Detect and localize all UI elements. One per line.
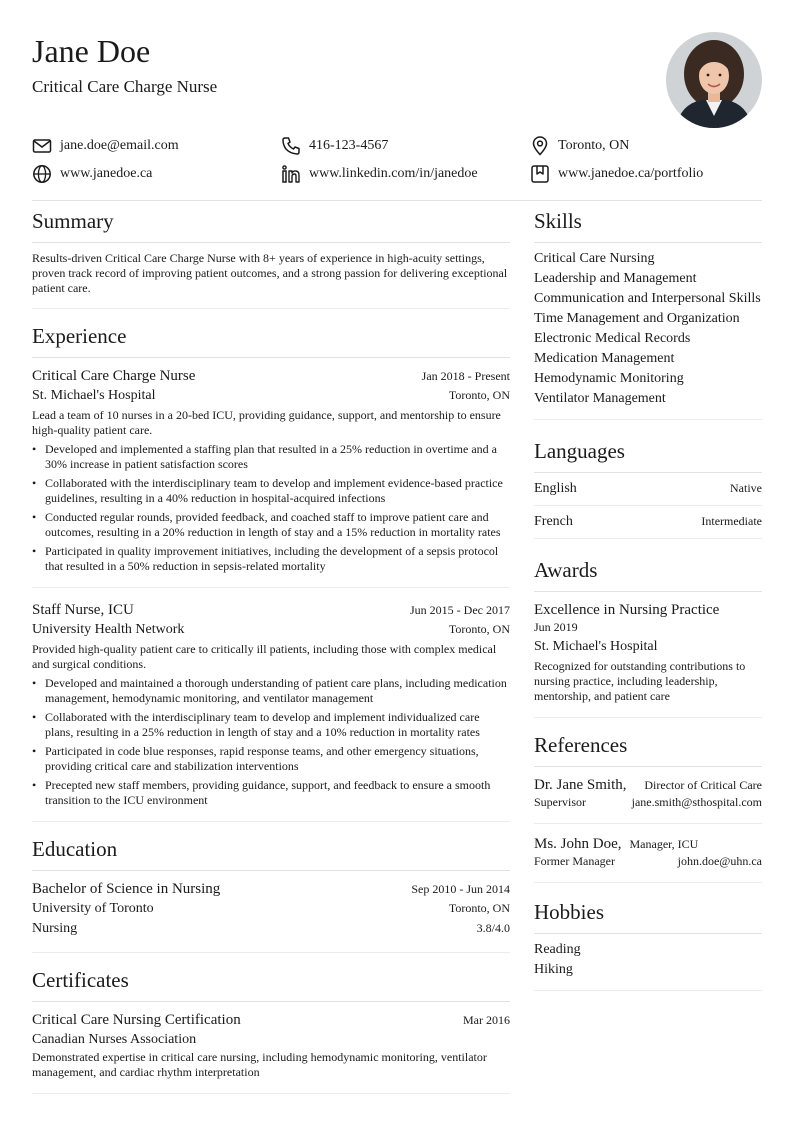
job-bullets <box>32 676 510 808</box>
education-heading: Education <box>32 828 510 871</box>
job-employer: St. Michael's Hospital <box>32 388 156 403</box>
linkedin-text: www.linkedin.com/in/janedoe <box>309 166 478 181</box>
email-contact[interactable] <box>32 134 179 158</box>
reference-position: Director of Critical Care <box>644 778 762 792</box>
hobby-item: Reading <box>534 942 581 957</box>
languages-section <box>534 430 762 539</box>
job-bullet: • Collaborated with the interdisciplinary team to develop and implement individualized care plans, resulting in a 25% reduction in length of stay and a 10% reduction in mortality rates <box>32 710 510 740</box>
phone-text: 416-123-4567 <box>309 138 389 153</box>
education-entry <box>32 871 510 952</box>
job-bullet: • Developed and maintained a thorough understanding of patient care plans, including medication management, hemodynamic monitoring, and ventilator management <box>32 676 510 706</box>
reference-entry <box>534 823 762 882</box>
globe-icon <box>32 164 52 184</box>
job-title: Staff Nurse, ICU <box>32 602 134 618</box>
education-dates: Sep 2010 - Jun 2014 <box>411 882 510 896</box>
skill-item: Ventilator Management <box>534 391 666 406</box>
language-level: Intermediate <box>701 514 762 528</box>
field-of-study: Nursing <box>32 921 78 936</box>
resume-header <box>32 0 762 201</box>
summary-heading: Summary <box>32 200 510 243</box>
references-heading: References <box>534 724 762 767</box>
languages-list <box>534 473 762 538</box>
job-description: Provided high-quality patient care to critically ill patients, including those with complex medical and surgical conditions. <box>32 642 497 671</box>
candidate-name: Jane Doe <box>32 33 151 69</box>
school-name: University of Toronto <box>32 901 154 916</box>
reference-name: Ms. John Doe, <box>534 836 622 852</box>
job-bullet: • Conducted regular rounds, provided feedback, and coached staff to improve patient care and outcomes, resulting in a 20% reduction in length of stay and a 15% reduction in mortality rates <box>32 510 510 540</box>
language-name: English <box>534 481 577 496</box>
certificate-date: Mar 2016 <box>463 1013 510 1027</box>
website-contact[interactable] <box>32 162 152 186</box>
resume-page <box>32 0 762 1079</box>
certificate-description: Demonstrated expertise in critical care nursing, including hemodynamic monitoring, ventilator management, and cardiac rhythm interpretation <box>32 1050 487 1079</box>
reference-email[interactable]: john.doe@uhn.ca <box>677 854 762 868</box>
skills-heading: Skills <box>534 200 762 243</box>
job-bullet: • Developed and implemented a staffing plan that resulted in a 25% reduction in overtime and a 30% increase in patient satisfaction scores <box>32 442 510 472</box>
language-name: French <box>534 514 573 529</box>
skill-item: Communication and Interpersonal Skills <box>534 291 761 306</box>
job-employer: University Health Network <box>32 622 185 637</box>
linkedin-icon <box>281 164 301 184</box>
reference-entry <box>534 767 762 823</box>
location-contact <box>530 134 629 158</box>
email-text: jane.doe@email.com <box>60 138 179 153</box>
award-title: Excellence in Nursing Practice <box>534 602 720 618</box>
school-location: Toronto, ON <box>448 901 510 915</box>
references-section <box>534 724 762 883</box>
hobby-item: Hiking <box>534 962 573 977</box>
skill-item: Electronic Medical Records <box>534 331 691 346</box>
summary-text: Results-driven Critical Care Charge Nurse with 8+ years of experience in high-acuity settings, proven track record of improving patient outcomes, and a strong passion for delivering exceptional patient care. <box>32 251 508 295</box>
hobbies-heading: Hobbies <box>534 891 762 934</box>
job-bullet: • Collaborated with the interdisciplinary team to develop and implement evidence-based practice guidelines, resulting in a 40% reduction in hospital-acquired infections <box>32 476 510 506</box>
job-bullet: • Precepted new staff members, providing guidance, support, and feedback to ensure a smooth transition to the ICU environment <box>32 778 510 808</box>
experience-entry <box>32 587 510 821</box>
mail-icon <box>32 136 52 156</box>
experience-heading: Experience <box>32 315 510 358</box>
portfolio-text: www.janedoe.ca/portfolio <box>558 166 704 181</box>
reference-email[interactable]: jane.smith@sthospital.com <box>631 795 762 809</box>
degree-name: Bachelor of Science in Nursing <box>32 881 221 897</box>
job-dates: Jan 2018 - Present <box>421 369 510 383</box>
skills-list <box>534 243 762 419</box>
gpa: 3.8/4.0 <box>476 921 510 935</box>
awards-heading: Awards <box>534 549 762 592</box>
profile-photo <box>666 32 762 128</box>
reference-position: Manager, ICU <box>629 837 699 851</box>
hobbies-section <box>534 891 762 991</box>
experience-entry <box>32 358 510 587</box>
skill-item: Hemodynamic Monitoring <box>534 371 684 386</box>
job-description: Lead a team of 10 nurses in a 20-bed ICU, providing guidance, support, and mentorship to ensure high-quality patient care. <box>32 408 501 437</box>
language-row <box>534 473 762 506</box>
skill-item: Time Management and Organization <box>534 311 740 326</box>
language-row <box>534 506 762 538</box>
portfolio-icon <box>530 164 550 184</box>
hobbies-list <box>534 934 762 990</box>
award-date: Jun 2019 <box>534 620 578 634</box>
award-description: Recognized for outstanding contributions to nursing practice, including leadership, mentorship, and patient care <box>534 659 746 703</box>
job-bullet: • Participated in quality improvement initiatives, including the development of a sepsis protocol that resulted in a 50% reduction in sepsis-related mortality <box>32 544 510 574</box>
award-entry <box>534 592 762 717</box>
summary-section <box>32 200 510 309</box>
reference-relation: Former Manager <box>534 854 615 868</box>
language-level: Native <box>730 481 762 495</box>
certificate-entry <box>32 1002 510 1093</box>
certificate-issuer: Canadian Nurses Association <box>32 1032 197 1047</box>
linkedin-contact[interactable] <box>281 162 478 186</box>
skill-item: Leadership and Management <box>534 271 697 286</box>
experience-section <box>32 315 510 822</box>
award-issuer: St. Michael's Hospital <box>534 639 658 654</box>
education-section <box>32 828 510 953</box>
phone-icon <box>281 136 301 156</box>
map-pin-icon <box>530 136 550 156</box>
job-location: Toronto, ON <box>448 622 510 636</box>
job-bullets <box>32 442 510 574</box>
location-text: Toronto, ON <box>558 138 630 153</box>
website-text: www.janedoe.ca <box>60 166 153 181</box>
phone-contact[interactable] <box>281 134 388 158</box>
certificates-heading: Certificates <box>32 959 510 1002</box>
job-title: Critical Care Charge Nurse <box>32 368 196 384</box>
job-location: Toronto, ON <box>448 388 510 402</box>
skill-item: Medication Management <box>534 351 675 366</box>
skills-section <box>534 200 762 420</box>
portfolio-contact[interactable] <box>530 162 703 186</box>
left-column <box>32 200 510 1094</box>
languages-heading: Languages <box>534 430 762 473</box>
job-bullet: • Participated in code blue responses, rapid response teams, and other emergency situations, providing critical care and stabilization interventions <box>32 744 510 774</box>
reference-name: Dr. Jane Smith, <box>534 777 627 793</box>
right-column <box>534 200 762 991</box>
skill-item: Critical Care Nursing <box>534 251 655 266</box>
awards-section <box>534 549 762 718</box>
certificate-name: Critical Care Nursing Certification <box>32 1012 241 1028</box>
reference-relation: Supervisor <box>534 795 586 809</box>
job-dates: Jun 2015 - Dec 2017 <box>410 603 510 617</box>
certificates-section <box>32 959 510 1094</box>
candidate-title: Critical Care Charge Nurse <box>32 77 218 96</box>
